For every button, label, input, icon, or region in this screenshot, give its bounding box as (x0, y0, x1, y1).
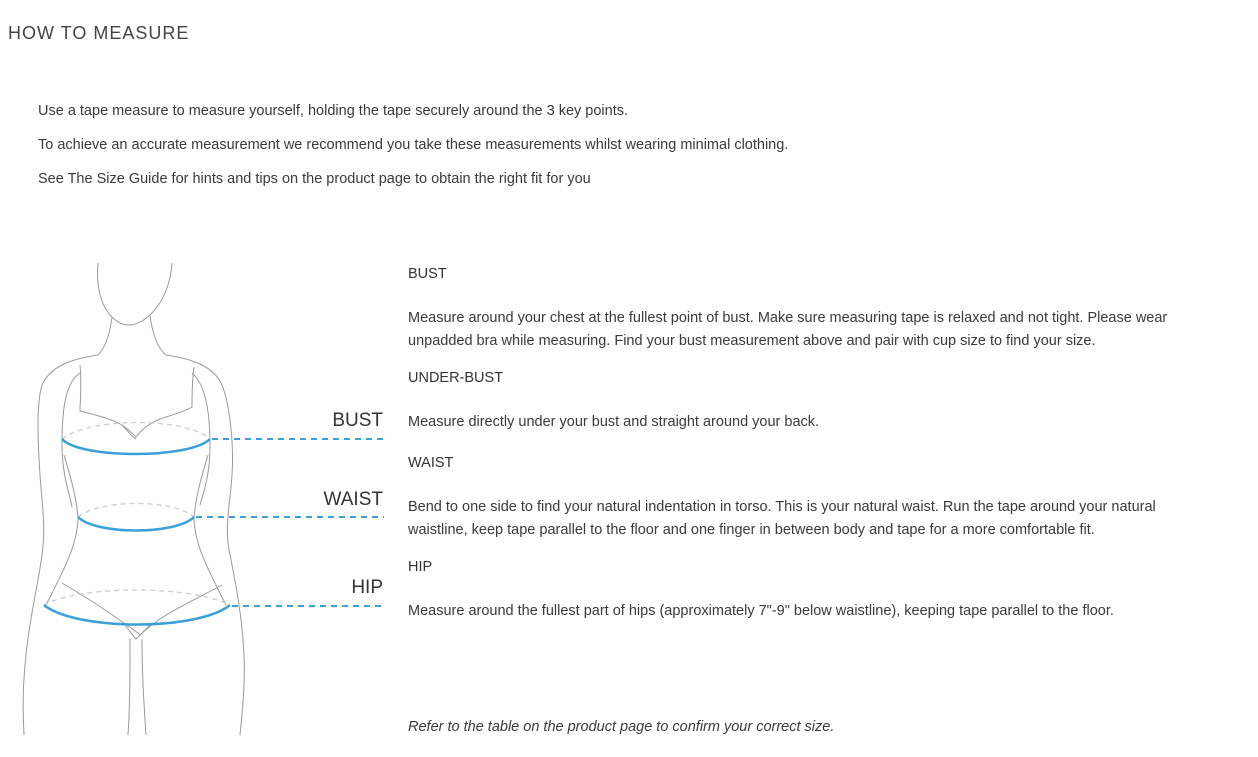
under-bust-text: Measure directly under your bust and straight around your back. (408, 414, 820, 430)
right-leg-inner (142, 639, 146, 735)
intro-line: To achieve an accurate measurement we recommend you take these measurements whilst wearing minimal clothing. (38, 137, 789, 153)
intro-line: Use a tape measure to measure yourself, holding the tape securely around the 3 key points. (38, 103, 629, 119)
hip-heading: HIP (408, 559, 433, 575)
intro-line: See The Size Guide for hints and tips on the product page to obtain the right fit for you (38, 171, 591, 187)
bust-heading: BUST (408, 266, 447, 282)
bust-section (408, 265, 1198, 353)
left-leg-inner (128, 639, 130, 735)
under-bust-heading: UNDER-BUST (408, 370, 504, 386)
waist-back-tape (78, 504, 194, 518)
hip-section (408, 558, 1198, 623)
neck-left (98, 317, 112, 355)
waist-heading: WAIST (408, 455, 454, 471)
waist-text: Bend to one side to find your natural indentation in torso. This is your natural waist. Run the tape around your natural waistline, keep tape parallel to the floor and one finger in between body and tape for a more comfortable fit. (408, 499, 1156, 538)
right-arm-outer (166, 355, 244, 735)
back-tape-lines (44, 423, 230, 606)
hip-label: HIP (351, 577, 383, 598)
chin-outline (98, 263, 172, 325)
size-table-note: Refer to the table on the product page to confirm your correct size. (408, 719, 835, 735)
waist-tape (78, 517, 194, 531)
front-tape-lines (44, 439, 230, 625)
bra-center (122, 425, 136, 439)
bust-tape (62, 439, 210, 454)
waist-label: WAIST (323, 489, 383, 510)
body-measurement-figure (0, 255, 395, 740)
right-waist-side (194, 455, 226, 605)
body-illustration (0, 255, 395, 740)
under-bust-section (408, 369, 1198, 434)
hip-text: Measure around the fullest part of hips (approximately 7"-9" below waistline), keeping tape parallel to the floor. (408, 603, 1114, 619)
briefs-top (62, 583, 222, 635)
bust-text: Measure around your chest at the fullest point of bust. Make sure measuring tape is relaxed and not tight. Please wear unpadded bra while measuring. Find your bust measurement above and pair with cup size to find your size. (408, 310, 1168, 349)
hip-tape (44, 605, 230, 625)
waist-section (408, 454, 1198, 542)
neck-right (150, 315, 166, 355)
page-title: HOW TO MEASURE (8, 23, 190, 43)
intro-text (38, 102, 1138, 204)
measurement-guide (408, 265, 1198, 623)
body-outline (23, 263, 244, 735)
hip-back-tape (44, 590, 230, 605)
right-arm-inner (192, 373, 210, 505)
left-arm-outer (23, 355, 98, 735)
bust-label: BUST (332, 410, 383, 431)
left-waist-side (46, 455, 78, 605)
